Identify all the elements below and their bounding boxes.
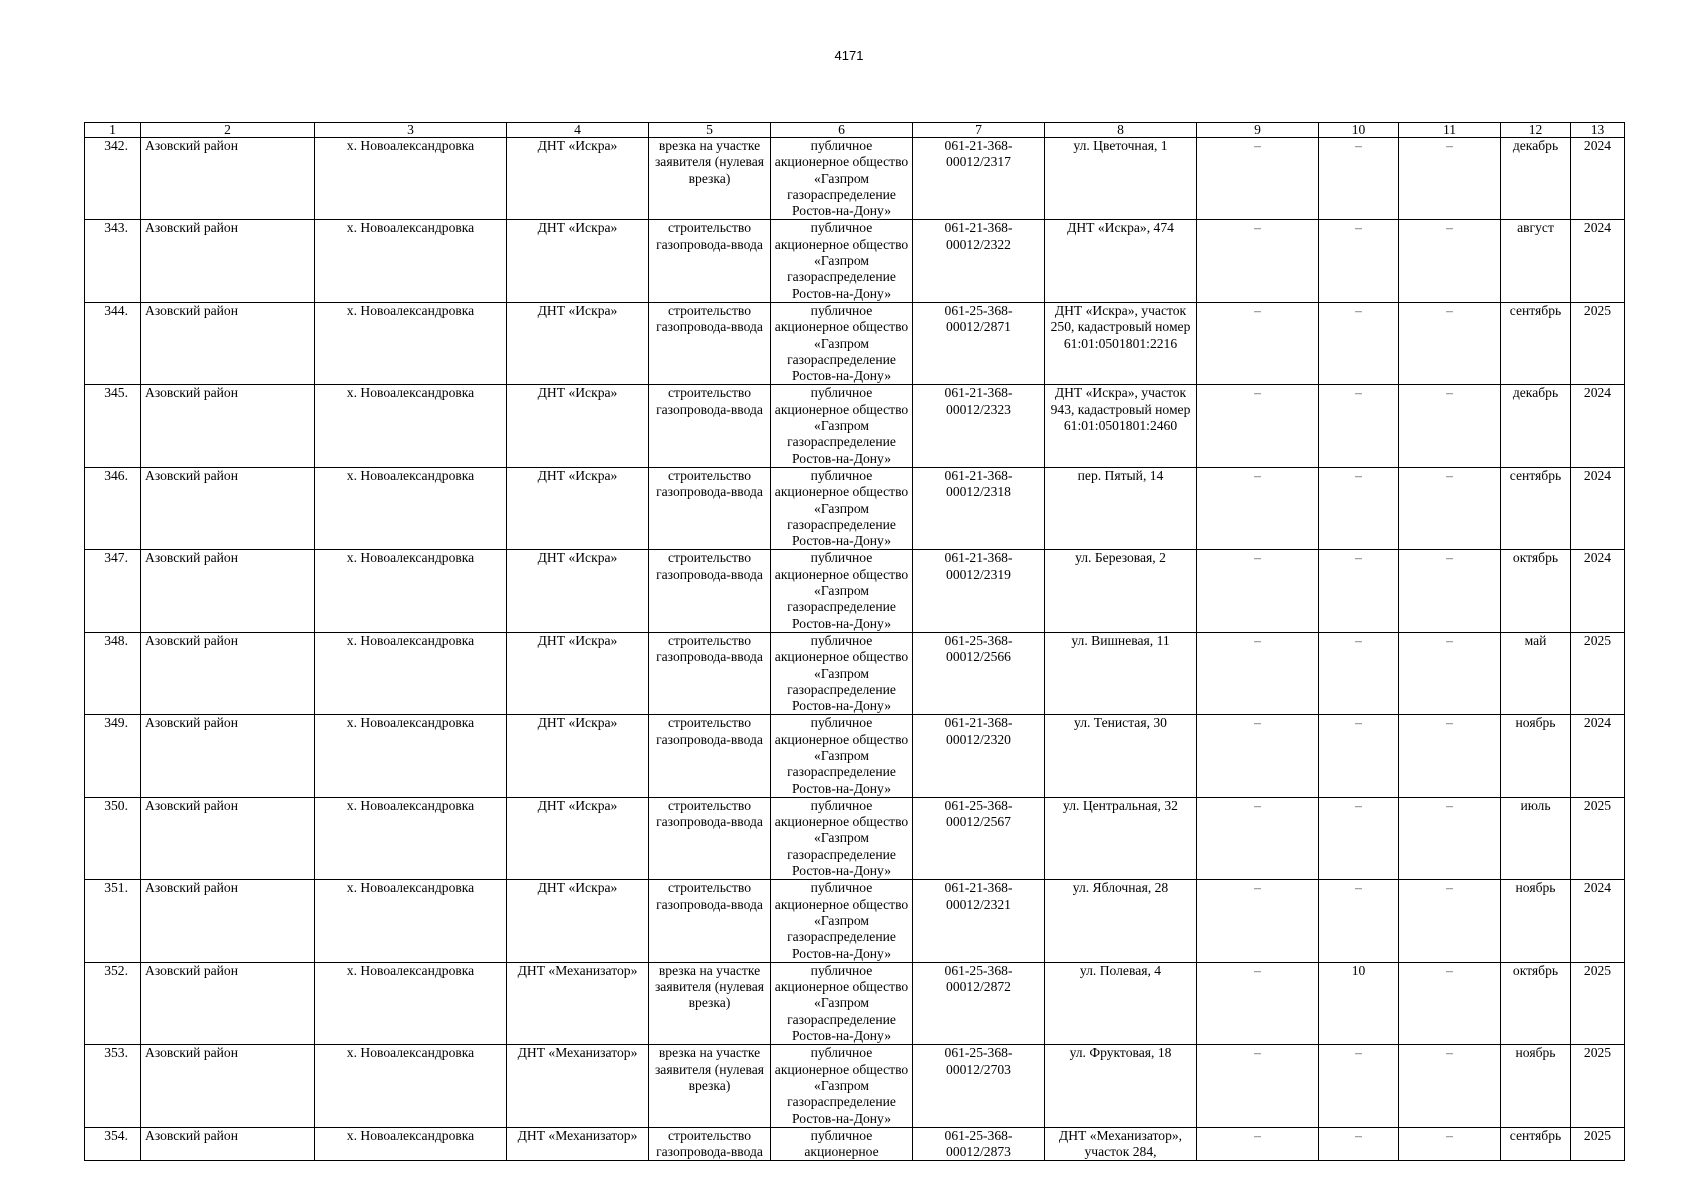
column-header-8: 8 <box>1045 123 1197 138</box>
cell-work-type: строительство газопровода-ввода <box>649 1127 771 1161</box>
cell-district: Азовский район <box>141 550 315 632</box>
cell-col-9: – <box>1197 1045 1319 1127</box>
cell-col-11: – <box>1399 385 1501 467</box>
cell-col-10: – <box>1319 1045 1399 1127</box>
cell-registration-number: 061-21-368-00012/2321 <box>913 880 1045 962</box>
cell-registration-number: 061-25-368-00012/2703 <box>913 1045 1045 1127</box>
cell-partnership: ДНТ «Искра» <box>507 302 649 384</box>
cell-partnership: ДНТ «Искра» <box>507 220 649 302</box>
cell-settlement: х. Новоалександровка <box>315 715 507 797</box>
cell-col-11: – <box>1399 467 1501 549</box>
cell-col-9: – <box>1197 302 1319 384</box>
cell-partnership: ДНТ «Механизатор» <box>507 1127 649 1161</box>
cell-year: 2024 <box>1571 715 1625 797</box>
cell-work-type: строительство газопровода-ввода <box>649 467 771 549</box>
cell-work-type: врезка на участке заявителя (нулевая врезка) <box>649 962 771 1044</box>
cell-district: Азовский район <box>141 467 315 549</box>
cell-registration-number: 061-21-368-00012/2323 <box>913 385 1045 467</box>
cell-col-11: – <box>1399 962 1501 1044</box>
cell-district: Азовский район <box>141 138 315 220</box>
cell-registration-number: 061-25-368-00012/2871 <box>913 302 1045 384</box>
cell-organization: публичное акционерное общество «Газпром газораспределение Ростов-на-Дону» <box>771 550 913 632</box>
cell-year: 2025 <box>1571 962 1625 1044</box>
cell-registration-number: 061-21-368-00012/2317 <box>913 138 1045 220</box>
cell-col-11: – <box>1399 632 1501 714</box>
cell-work-type: строительство газопровода-ввода <box>649 385 771 467</box>
data-table <box>84 122 1625 1161</box>
cell-col-9: – <box>1197 220 1319 302</box>
cell-row-number: 354. <box>85 1127 141 1161</box>
cell-district: Азовский район <box>141 962 315 1044</box>
cell-year: 2024 <box>1571 138 1625 220</box>
table-row <box>85 302 1625 384</box>
cell-year: 2025 <box>1571 632 1625 714</box>
cell-col-11: – <box>1399 138 1501 220</box>
cell-col-9: – <box>1197 632 1319 714</box>
cell-col-10: – <box>1319 220 1399 302</box>
cell-settlement: х. Новоалександровка <box>315 220 507 302</box>
cell-col-11: – <box>1399 797 1501 879</box>
cell-row-number: 342. <box>85 138 141 220</box>
cell-month: август <box>1501 220 1571 302</box>
cell-settlement: х. Новоалександровка <box>315 797 507 879</box>
cell-year: 2024 <box>1571 880 1625 962</box>
cell-col-9: – <box>1197 880 1319 962</box>
cell-address: ул. Полевая, 4 <box>1045 962 1197 1044</box>
cell-col-10: – <box>1319 632 1399 714</box>
cell-row-number: 353. <box>85 1045 141 1127</box>
cell-year: 2024 <box>1571 385 1625 467</box>
column-header-6: 6 <box>771 123 913 138</box>
table-row <box>85 715 1625 797</box>
cell-settlement: х. Новоалександровка <box>315 632 507 714</box>
cell-district: Азовский район <box>141 220 315 302</box>
cell-row-number: 351. <box>85 880 141 962</box>
cell-address: ДНТ «Искра», участок 943, кадастровый номер 61:01:0501801:2460 <box>1045 385 1197 467</box>
column-number-row <box>85 123 1625 138</box>
cell-partnership: ДНТ «Механизатор» <box>507 1045 649 1127</box>
column-header-4: 4 <box>507 123 649 138</box>
cell-year: 2025 <box>1571 302 1625 384</box>
cell-district: Азовский район <box>141 715 315 797</box>
cell-month: ноябрь <box>1501 1045 1571 1127</box>
cell-district: Азовский район <box>141 797 315 879</box>
cell-row-number: 343. <box>85 220 141 302</box>
cell-month: декабрь <box>1501 385 1571 467</box>
cell-settlement: х. Новоалександровка <box>315 138 507 220</box>
cell-col-9: – <box>1197 1127 1319 1161</box>
cell-partnership: ДНТ «Искра» <box>507 880 649 962</box>
cell-district: Азовский район <box>141 1045 315 1127</box>
cell-work-type: врезка на участке заявителя (нулевая врезка) <box>649 1045 771 1127</box>
cell-col-10: – <box>1319 1127 1399 1161</box>
cell-registration-number: 061-21-368-00012/2319 <box>913 550 1045 632</box>
cell-col-10: – <box>1319 880 1399 962</box>
cell-district: Азовский район <box>141 385 315 467</box>
cell-col-11: – <box>1399 302 1501 384</box>
cell-address: пер. Пятый, 14 <box>1045 467 1197 549</box>
cell-organization: публичное акционерное общество «Газпром газораспределение Ростов-на-Дону» <box>771 797 913 879</box>
cell-col-11: – <box>1399 1127 1501 1161</box>
cell-work-type: строительство газопровода-ввода <box>649 632 771 714</box>
cell-col-11: – <box>1399 550 1501 632</box>
cell-col-9: – <box>1197 138 1319 220</box>
cell-year: 2024 <box>1571 220 1625 302</box>
cell-organization: публичное акционерное общество «Газпром газораспределение Ростов-на-Дону» <box>771 467 913 549</box>
cell-settlement: х. Новоалександровка <box>315 1045 507 1127</box>
cell-year: 2025 <box>1571 1045 1625 1127</box>
cell-work-type: строительство газопровода-ввода <box>649 797 771 879</box>
cell-organization: публичное акционерное общество «Газпром газораспределение Ростов-на-Дону» <box>771 385 913 467</box>
cell-address: ДНТ «Искра», участок 250, кадастровый номер 61:01:0501801:2216 <box>1045 302 1197 384</box>
cell-organization: публичное акционерное общество «Газпром газораспределение Ростов-на-Дону» <box>771 962 913 1044</box>
cell-address: ул. Вишневая, 11 <box>1045 632 1197 714</box>
cell-organization: публичное акционерное общество «Газпром газораспределение Ростов-на-Дону» <box>771 302 913 384</box>
cell-partnership: ДНТ «Искра» <box>507 467 649 549</box>
cell-row-number: 345. <box>85 385 141 467</box>
cell-address: ул. Тенистая, 30 <box>1045 715 1197 797</box>
table-row <box>85 467 1625 549</box>
cell-registration-number: 061-25-368-00012/2873 <box>913 1127 1045 1161</box>
cell-settlement: х. Новоалександровка <box>315 467 507 549</box>
cell-address: ул. Березовая, 2 <box>1045 550 1197 632</box>
cell-month: сентябрь <box>1501 302 1571 384</box>
cell-partnership: ДНТ «Искра» <box>507 715 649 797</box>
cell-address: ДНТ «Искра», 474 <box>1045 220 1197 302</box>
cell-organization: публичное акционерное общество «Газпром газораспределение Ростов-на-Дону» <box>771 138 913 220</box>
cell-col-10: – <box>1319 550 1399 632</box>
cell-month: июль <box>1501 797 1571 879</box>
cell-partnership: ДНТ «Искра» <box>507 550 649 632</box>
cell-month: октябрь <box>1501 962 1571 1044</box>
cell-address: ул. Яблочная, 28 <box>1045 880 1197 962</box>
cell-col-9: – <box>1197 962 1319 1044</box>
cell-month: декабрь <box>1501 138 1571 220</box>
cell-district: Азовский район <box>141 880 315 962</box>
cell-district: Азовский район <box>141 302 315 384</box>
cell-address: ДНТ «Механизатор», участок 284, <box>1045 1127 1197 1161</box>
cell-partnership: ДНТ «Искра» <box>507 138 649 220</box>
cell-organization: публичное акционерное общество «Газпром газораспределение Ростов-на-Дону» <box>771 1045 913 1127</box>
cell-settlement: х. Новоалександровка <box>315 302 507 384</box>
cell-col-9: – <box>1197 797 1319 879</box>
cell-partnership: ДНТ «Механизатор» <box>507 962 649 1044</box>
cell-year: 2025 <box>1571 797 1625 879</box>
page-number: 4171 <box>834 48 864 63</box>
cell-organization: публичное акционерное <box>771 1127 913 1161</box>
cell-col-11: – <box>1399 1045 1501 1127</box>
cell-settlement: х. Новоалександровка <box>315 1127 507 1161</box>
column-header-7: 7 <box>913 123 1045 138</box>
cell-work-type: строительство газопровода-ввода <box>649 302 771 384</box>
cell-year: 2024 <box>1571 550 1625 632</box>
cell-col-9: – <box>1197 715 1319 797</box>
cell-col-10: – <box>1319 138 1399 220</box>
cell-settlement: х. Новоалександровка <box>315 550 507 632</box>
column-header-5: 5 <box>649 123 771 138</box>
cell-month: ноябрь <box>1501 715 1571 797</box>
cell-address: ул. Цветочная, 1 <box>1045 138 1197 220</box>
cell-settlement: х. Новоалександровка <box>315 880 507 962</box>
cell-row-number: 347. <box>85 550 141 632</box>
cell-partnership: ДНТ «Искра» <box>507 797 649 879</box>
cell-col-9: – <box>1197 467 1319 549</box>
column-header-3: 3 <box>315 123 507 138</box>
table-row <box>85 385 1625 467</box>
cell-address: ул. Фруктовая, 18 <box>1045 1045 1197 1127</box>
column-header-2: 2 <box>141 123 315 138</box>
cell-row-number: 349. <box>85 715 141 797</box>
column-header-12: 12 <box>1501 123 1571 138</box>
column-header-1: 1 <box>85 123 141 138</box>
cell-col-11: – <box>1399 220 1501 302</box>
cell-registration-number: 061-25-368-00012/2566 <box>913 632 1045 714</box>
cell-registration-number: 061-21-368-00012/2322 <box>913 220 1045 302</box>
cell-col-10: 10 <box>1319 962 1399 1044</box>
cell-district: Азовский район <box>141 632 315 714</box>
column-header-9: 9 <box>1197 123 1319 138</box>
cell-year: 2025 <box>1571 1127 1625 1161</box>
cell-partnership: ДНТ «Искра» <box>507 385 649 467</box>
cell-organization: публичное акционерное общество «Газпром газораспределение Ростов-на-Дону» <box>771 220 913 302</box>
cell-organization: публичное акционерное общество «Газпром газораспределение Ростов-на-Дону» <box>771 715 913 797</box>
cell-work-type: строительство газопровода-ввода <box>649 880 771 962</box>
table-row <box>85 632 1625 714</box>
table-row <box>85 550 1625 632</box>
table-row <box>85 962 1625 1044</box>
cell-col-9: – <box>1197 550 1319 632</box>
column-header-11: 11 <box>1399 123 1501 138</box>
cell-work-type: строительство газопровода-ввода <box>649 715 771 797</box>
cell-col-10: – <box>1319 715 1399 797</box>
cell-col-11: – <box>1399 880 1501 962</box>
cell-registration-number: 061-25-368-00012/2567 <box>913 797 1045 879</box>
cell-registration-number: 061-21-368-00012/2318 <box>913 467 1045 549</box>
cell-row-number: 348. <box>85 632 141 714</box>
cell-work-type: строительство газопровода-ввода <box>649 550 771 632</box>
cell-col-10: – <box>1319 797 1399 879</box>
column-header-10: 10 <box>1319 123 1399 138</box>
cell-month: октябрь <box>1501 550 1571 632</box>
table-row <box>85 1045 1625 1127</box>
cell-settlement: х. Новоалександровка <box>315 962 507 1044</box>
cell-work-type: врезка на участке заявителя (нулевая врезка) <box>649 138 771 220</box>
cell-address: ул. Центральная, 32 <box>1045 797 1197 879</box>
cell-year: 2024 <box>1571 467 1625 549</box>
cell-col-10: – <box>1319 302 1399 384</box>
column-header-13: 13 <box>1571 123 1625 138</box>
cell-settlement: х. Новоалександровка <box>315 385 507 467</box>
cell-row-number: 344. <box>85 302 141 384</box>
cell-partnership: ДНТ «Искра» <box>507 632 649 714</box>
cell-month: сентябрь <box>1501 467 1571 549</box>
cell-row-number: 346. <box>85 467 141 549</box>
table-row <box>85 1127 1625 1161</box>
cell-registration-number: 061-25-368-00012/2872 <box>913 962 1045 1044</box>
table-row <box>85 880 1625 962</box>
cell-registration-number: 061-21-368-00012/2320 <box>913 715 1045 797</box>
cell-month: ноябрь <box>1501 880 1571 962</box>
cell-organization: публичное акционерное общество «Газпром газораспределение Ростов-на-Дону» <box>771 632 913 714</box>
cell-col-10: – <box>1319 385 1399 467</box>
cell-row-number: 350. <box>85 797 141 879</box>
table-body <box>85 138 1625 1161</box>
cell-work-type: строительство газопровода-ввода <box>649 220 771 302</box>
table-row <box>85 797 1625 879</box>
cell-organization: публичное акционерное общество «Газпром газораспределение Ростов-на-Дону» <box>771 880 913 962</box>
cell-col-9: – <box>1197 385 1319 467</box>
cell-district: Азовский район <box>141 1127 315 1161</box>
cell-col-10: – <box>1319 467 1399 549</box>
cell-month: сентябрь <box>1501 1127 1571 1161</box>
cell-col-11: – <box>1399 715 1501 797</box>
table-row <box>85 138 1625 220</box>
cell-month: май <box>1501 632 1571 714</box>
cell-row-number: 352. <box>85 962 141 1044</box>
table-row <box>85 220 1625 302</box>
